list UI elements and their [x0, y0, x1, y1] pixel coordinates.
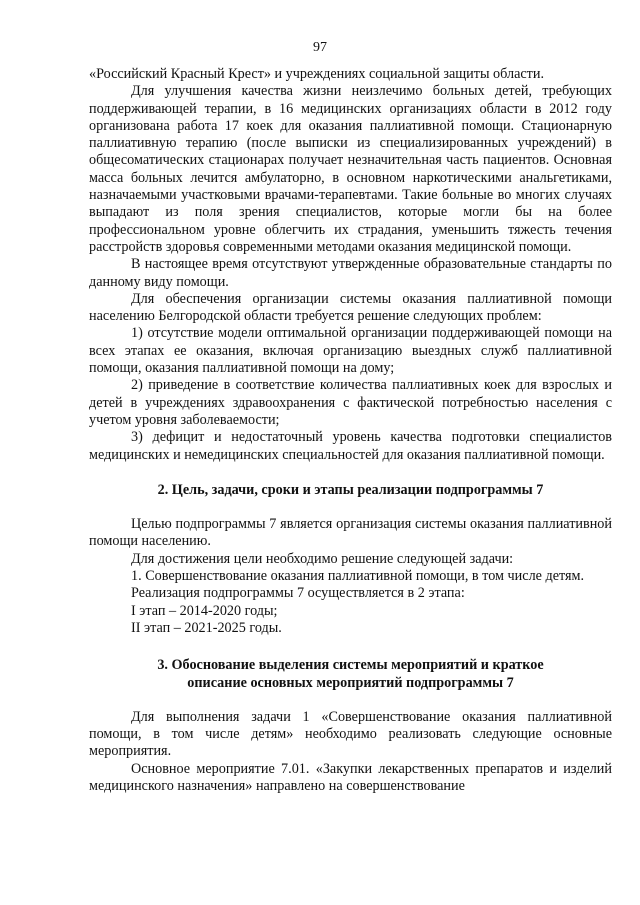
document-body [89, 66, 612, 795]
paragraph-stages: Реализация подпрограммы 7 осуществляется в 2 этапа: [131, 585, 465, 602]
section-3-heading-line-2: описание основных мероприятий подпрограммы 7 [187, 674, 514, 691]
page-number: 97 [313, 40, 327, 55]
problem-item-2: 2) приведение в соответствие количества паллиативных коек для взрослых и детей в учреждениях здравоохранения с фактической потребностью населения с учетом уровня заболеваемости; [89, 377, 612, 428]
problem-item-3: 3) дефицит и недостаточный уровень качества подготовки специалистов медицинских и немедицинских специальностей для оказания паллиативной помощи. [89, 429, 612, 463]
stage-1: I этап – 2014-2020 годы; [131, 602, 278, 619]
paragraph-task-1-measures: Для выполнения задачи 1 «Совершенствование оказания паллиативной помощи, в том числе детям» необходимо реализовать следующие основные мероприятия. [89, 708, 612, 760]
paragraph-measure-7-01: Основное мероприятие 7.01. «Закупки лекарственных препаратов и изделий медицинского назначения» направлено на совершенствование [89, 760, 612, 794]
paragraph-task-intro: Для достижения цели необходимо решение следующей задачи: [131, 550, 514, 567]
section-2-heading: 2. Цель, задачи, сроки и этапы реализации подпрограммы 7 [157, 481, 544, 498]
stage-2: II этап – 2021-2025 годы. [131, 619, 282, 636]
paragraph-standards: В настоящее время отсутствуют утвержденные образовательные стандарты по данному виду помощи. [89, 256, 612, 290]
section-3-heading-line-1: 3. Обоснование выделения системы мероприятий и краткое [157, 657, 544, 674]
paragraph-problems-intro: Для обеспечения организации системы оказания паллиативной помощи населению Белгородской области требуется решение следующих проблем: [89, 290, 612, 325]
task-item-1: 1. Совершенствование оказания паллиативной помощи, в том числе детям. [131, 568, 585, 585]
paragraph-goal: Целью подпрограммы 7 является организация системы оказания паллиативной помощи населению. [89, 516, 612, 550]
problem-item-1: 1) отсутствие модели оптимальной организации поддерживающей помощи на всех этапах ее оказания, включая организацию выездных служб паллиативной помощи, оказания паллиативной помощи на дому; [89, 325, 612, 377]
paragraph-hospice-beds: Для улучшения качества жизни неизлечимо больных детей, требующих поддерживающей терапии, в 16 медицинских организациях области в 2012 году организована работа 17 коек для оказания паллиативной помощи. Стационарную паллиативную терапию (после выписки из специализированных учреждений) в общесоматических стационарах получает незначительная часть пациентов. Основная масса больных лечится амбулаторно, в основном наркотическими анальгетиками, назначаемыми участковыми врачами-терапевтами. Такие больные во многих случаях выпадают из поля зрения специалистов, которые могли бы на более профессиональном уровне облегчить их страдания, уменьшить тяжесть течения расстройств здоровья современными методами оказания медицинской помощи. [89, 83, 612, 255]
continuation-paragraph: «Российский Красный Крест» и учреждениях социальной защиты области. [89, 66, 545, 82]
